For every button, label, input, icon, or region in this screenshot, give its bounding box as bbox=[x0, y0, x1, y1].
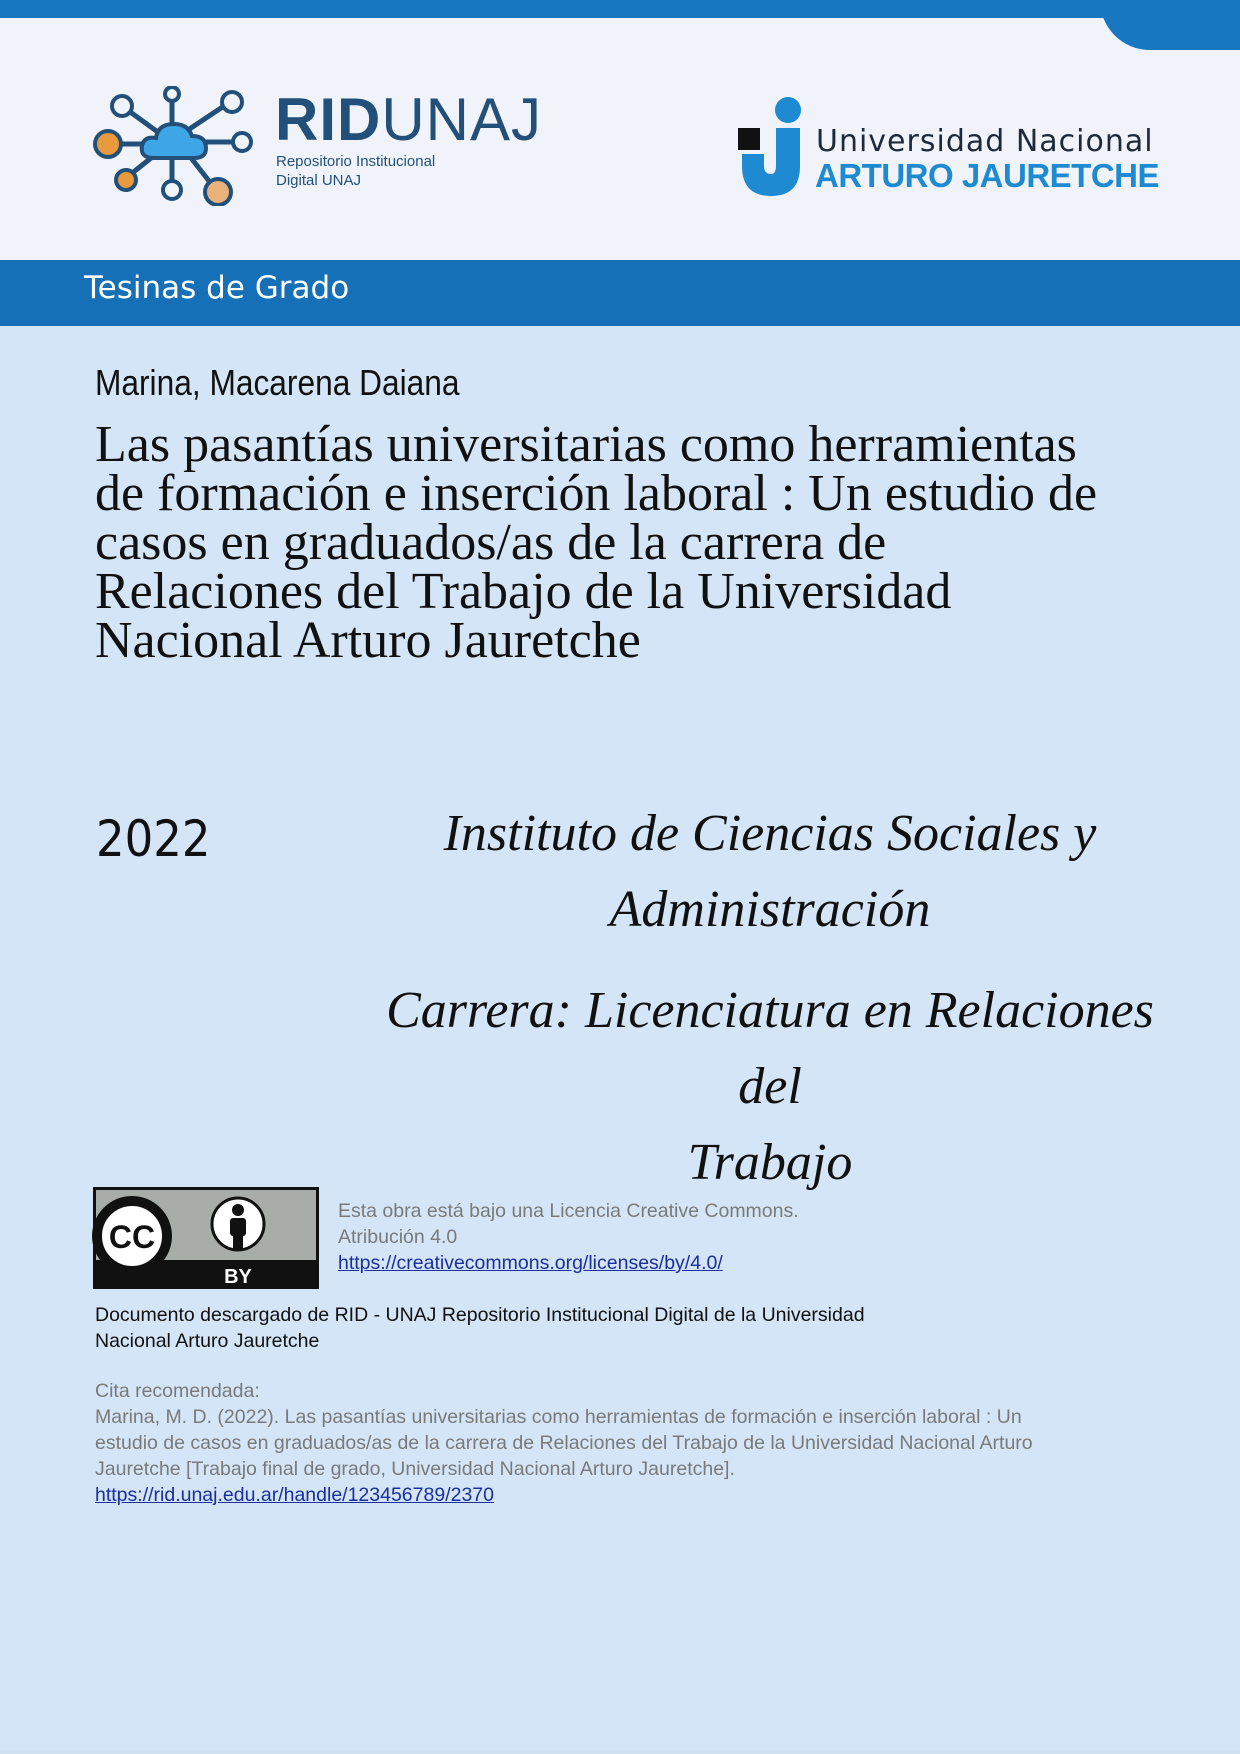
title-line: Nacional Arturo Jauretche bbox=[95, 612, 641, 669]
rid-brand-bold: RID bbox=[275, 86, 382, 153]
author-name: Marina, Macarena Daiana bbox=[95, 362, 460, 403]
collection-label: Tesinas de Grado bbox=[84, 270, 350, 306]
university-name-line2: ARTURO JAURETCHE bbox=[815, 157, 1160, 194]
rid-brand-subtitle bbox=[276, 152, 435, 190]
citation-line1: Marina, M. D. (2022). Las pasantías universitarias como herramientas de formación e inserción laboral : Un bbox=[95, 1406, 1022, 1428]
license-text bbox=[338, 1198, 799, 1276]
rid-subtitle-line1: Repositorio Institucional bbox=[276, 153, 436, 170]
title-line: Relaciones del Trabajo de la Universidad bbox=[95, 563, 952, 620]
institute-name bbox=[430, 796, 1110, 948]
career-line2: Trabajo bbox=[687, 1134, 853, 1191]
download-notice bbox=[95, 1302, 865, 1354]
cc-mark: CC bbox=[108, 1219, 156, 1255]
thesis-title bbox=[95, 416, 1175, 669]
publication-year: 2022 bbox=[96, 810, 211, 868]
citation-heading: Cita recomendada: bbox=[95, 1380, 260, 1402]
institute-line2: Administración bbox=[609, 881, 931, 938]
title-line: casos en graduados/as de la carrera de bbox=[95, 514, 887, 571]
university-name-line1: Universidad Nacional bbox=[816, 124, 1154, 159]
rid-brand-light: UNAJ bbox=[381, 86, 543, 153]
license-link[interactable]: https://creativecommons.org/licenses/by/4.0/ bbox=[338, 1252, 723, 1274]
citation-line2: estudio de casos en graduados/as de la carrera de Relaciones del Trabajo de la Universidad Nacional Arturo bbox=[95, 1432, 1033, 1454]
rid-subtitle-line2: Digital UNAJ bbox=[276, 172, 362, 189]
institute-line1: Instituto de Ciencias Sociales y bbox=[443, 805, 1097, 862]
title-line: de formación e inserción laboral : Un estudio de bbox=[95, 465, 1098, 522]
rid-network-cloud-icon bbox=[92, 86, 272, 206]
license-line2: Atribución 4.0 bbox=[338, 1226, 458, 1248]
top-accent-bar bbox=[0, 0, 1240, 18]
citation-line3: Jauretche [Trabajo final de grado, Universidad Nacional Arturo Jauretche]. bbox=[95, 1458, 735, 1480]
cc-by-license-badge[interactable] bbox=[92, 1186, 320, 1290]
career-name bbox=[350, 973, 1190, 1201]
by-mark: BY bbox=[224, 1266, 252, 1288]
citation-handle-link[interactable]: https://rid.unaj.edu.ar/handle/123456789/2370 bbox=[95, 1484, 494, 1506]
recommended-citation bbox=[95, 1378, 1155, 1482]
license-line1: Esta obra está bajo una Licencia Creative Commons. bbox=[338, 1200, 799, 1222]
bottom-strip bbox=[0, 1750, 1240, 1754]
unaj-logo-icon bbox=[738, 96, 808, 200]
title-line: Las pasantías universitarias como herramientas bbox=[95, 416, 1077, 473]
download-line2: Nacional Arturo Jauretche bbox=[95, 1330, 320, 1352]
career-line1: Carrera: Licenciatura en Relaciones del bbox=[386, 982, 1154, 1115]
rid-brand-title bbox=[275, 86, 543, 153]
download-line1: Documento descargado de RID - UNAJ Repositorio Institucional Digital de la Universidad bbox=[95, 1304, 865, 1326]
